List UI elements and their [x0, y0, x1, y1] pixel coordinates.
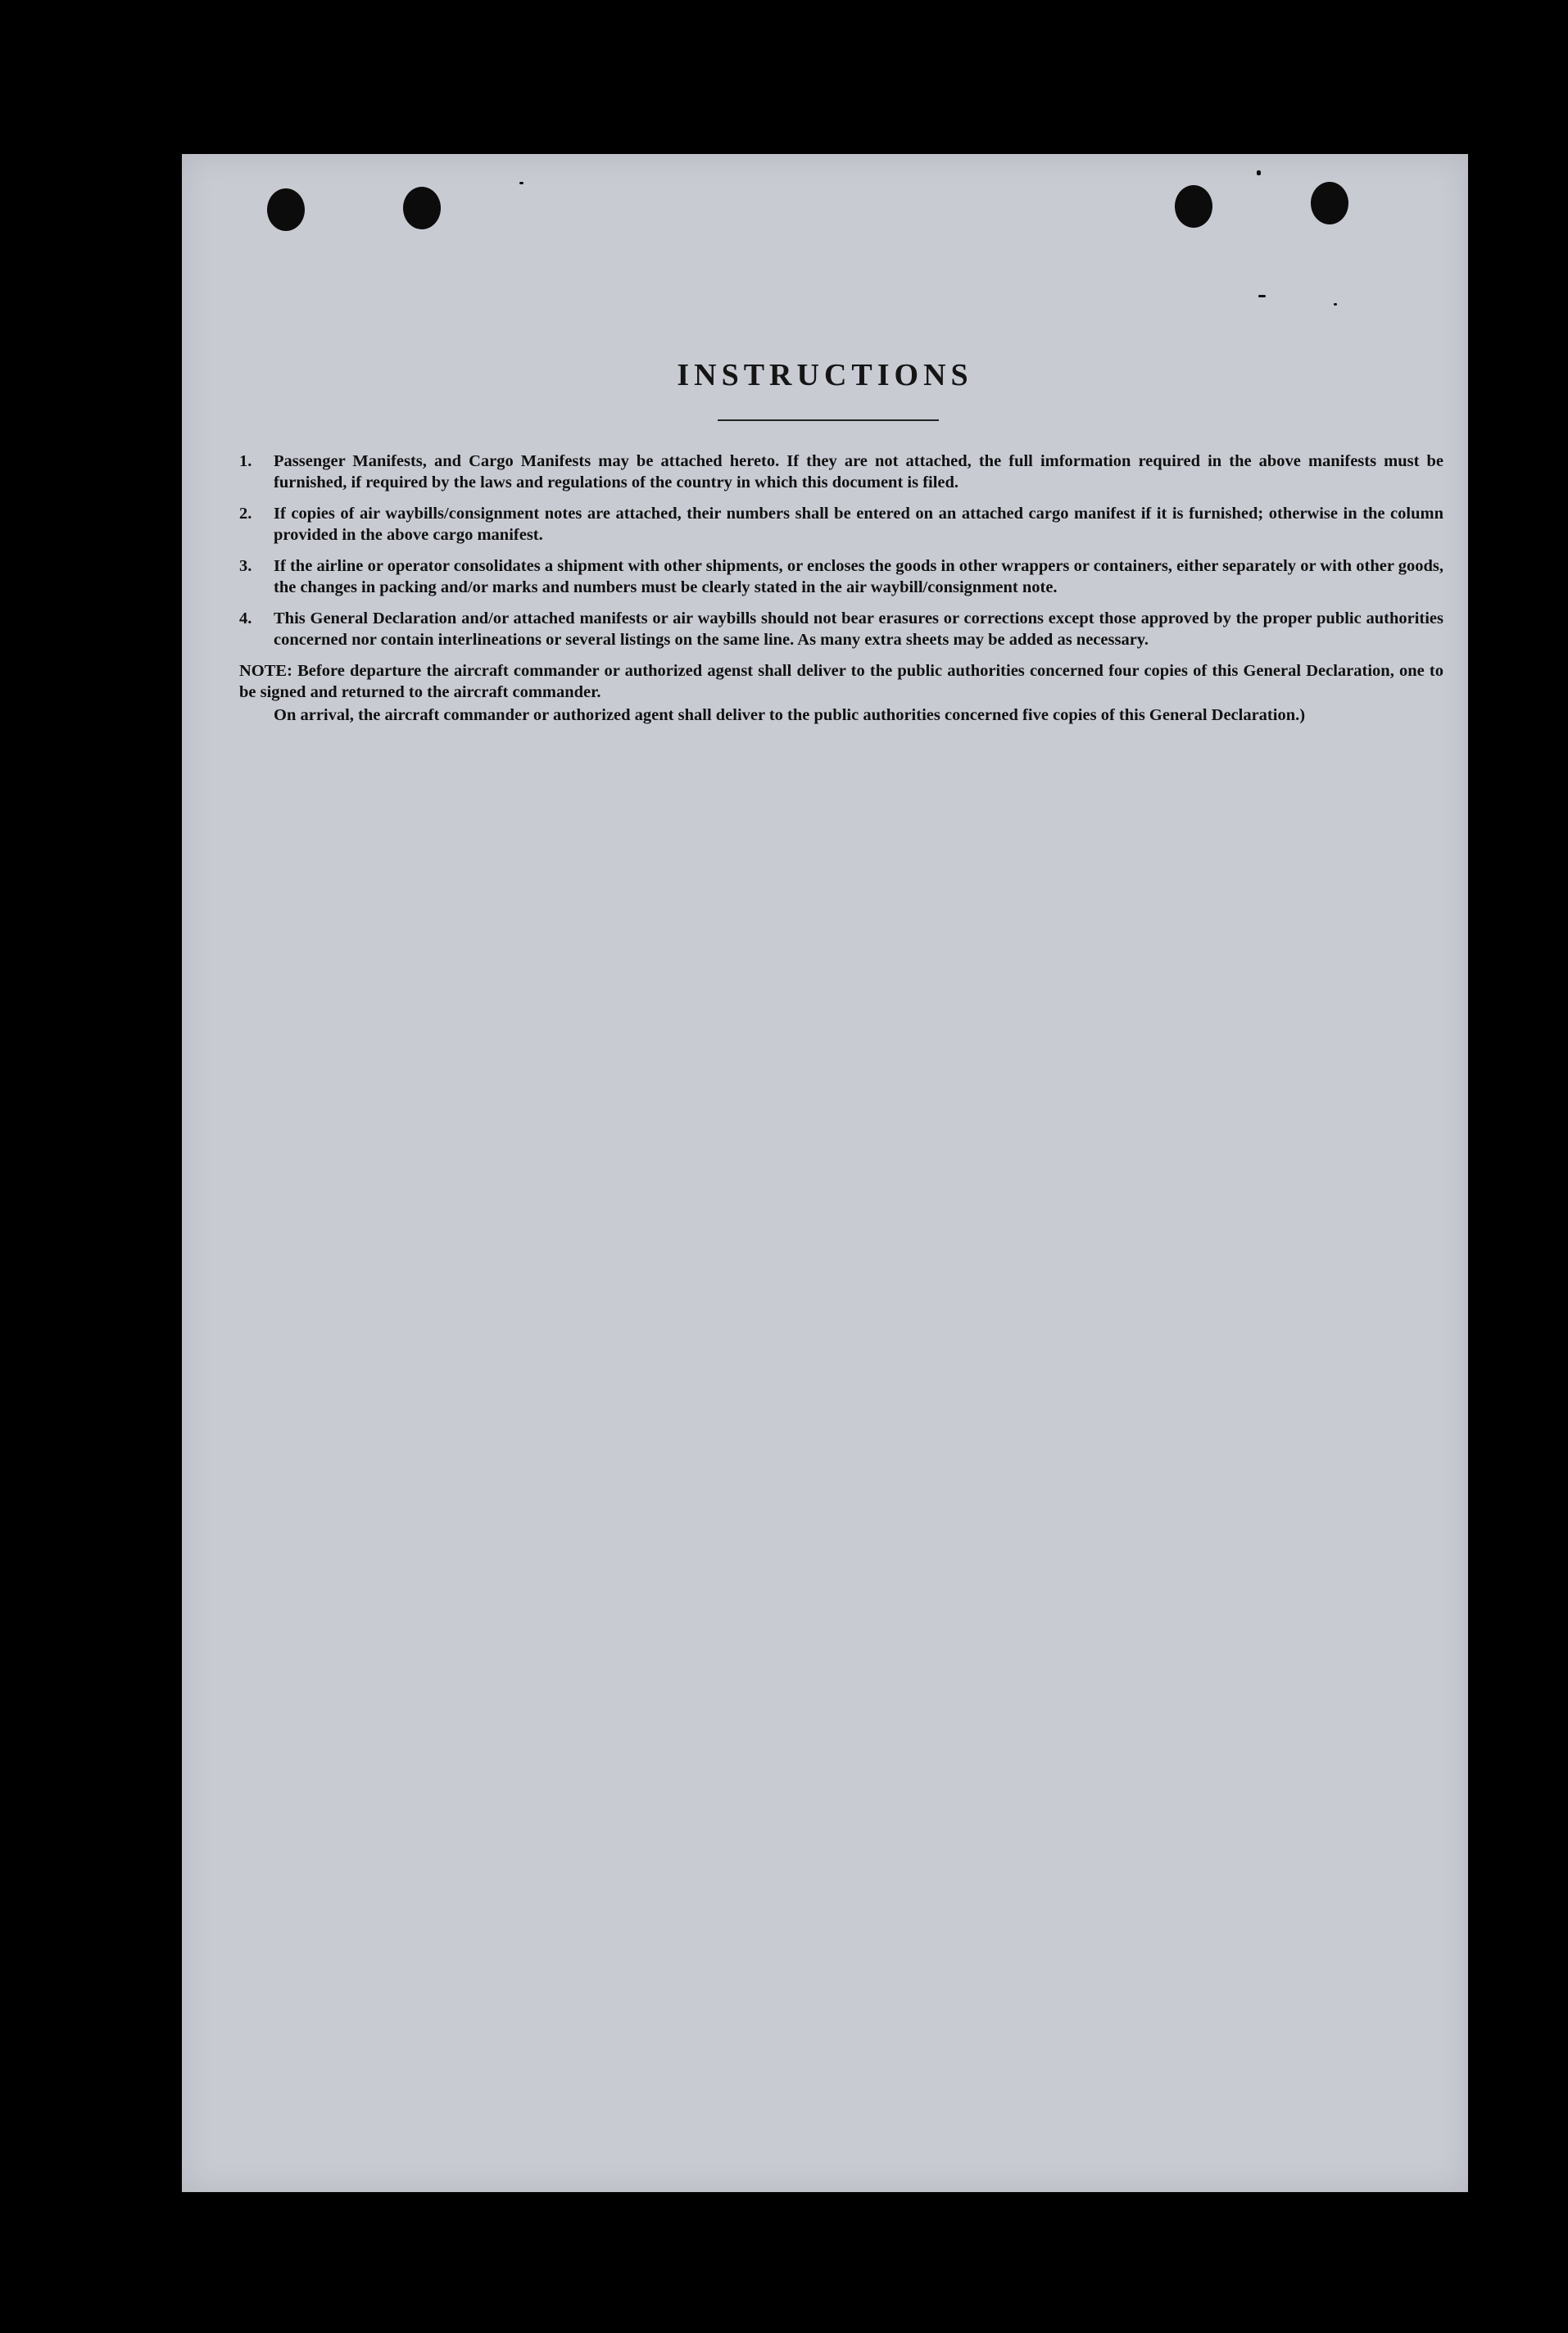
instruction-item [239, 451, 1443, 493]
punch-hole-4 [1311, 182, 1348, 224]
instruction-item [239, 608, 1443, 650]
item-number: 4. [239, 609, 252, 627]
item-text: If the airline or operator consolidates a shipment with other shipments, or encloses the goods in other wrappers or containers, either separately or with other goods, the changes in packing and/or marks and numbers must be clearly stated in the air waybill/consignment note. [274, 557, 1443, 596]
note-label: NOTE: [239, 662, 292, 680]
document-title: INSTRUCTIONS [677, 358, 973, 392]
note-paragraph-1 [239, 660, 1443, 703]
instruction-item [239, 555, 1443, 598]
punch-hole-2 [403, 187, 441, 229]
item-text: This General Declaration and/or attached manifests or air waybills should not bear erasures or corrections except those approved by the proper public authorities concerned nor contain interlineations or several listings on the same line. As many extra sheets may be added as necessary. [274, 609, 1443, 649]
item-number: 2. [239, 505, 252, 523]
instructions-list [239, 451, 1443, 727]
note-paragraph-2: On arrival, the aircraft commander or authorized agent shall deliver to the public authorities concerned five copies of this General Declaration.) [274, 706, 1306, 724]
title-underline [718, 419, 939, 421]
item-number: 1. [239, 452, 252, 470]
document-page [182, 154, 1468, 2192]
speck-mark [519, 182, 523, 184]
instruction-item [239, 503, 1443, 546]
item-text: If copies of air waybills/consignment notes are attached, their numbers shall be entered on an attached cargo manifest if it is furnished; otherwise in the column provided in the above cargo manifest. [274, 505, 1443, 544]
note-paragraph-1-text: Before departure the aircraft commander or authorized agenst shall deliver to the public authorities concerned four copies of this General Declaration, one to be signed and returned to the aircraft commander. [239, 662, 1444, 701]
punch-hole-1 [267, 188, 305, 231]
speck-mark [1334, 303, 1337, 306]
note-body [239, 660, 1443, 727]
speck-mark [1257, 170, 1261, 175]
note-block [239, 660, 1443, 727]
speck-mark [1258, 295, 1266, 297]
punch-hole-3 [1175, 185, 1212, 228]
item-text: Passenger Manifests, and Cargo Manifests may be attached hereto. If they are not attached, the full imformation required in the above manifests must be furnished, if required by the laws and regulations of the country in which this document is filed. [274, 452, 1443, 492]
item-number: 3. [239, 557, 252, 575]
